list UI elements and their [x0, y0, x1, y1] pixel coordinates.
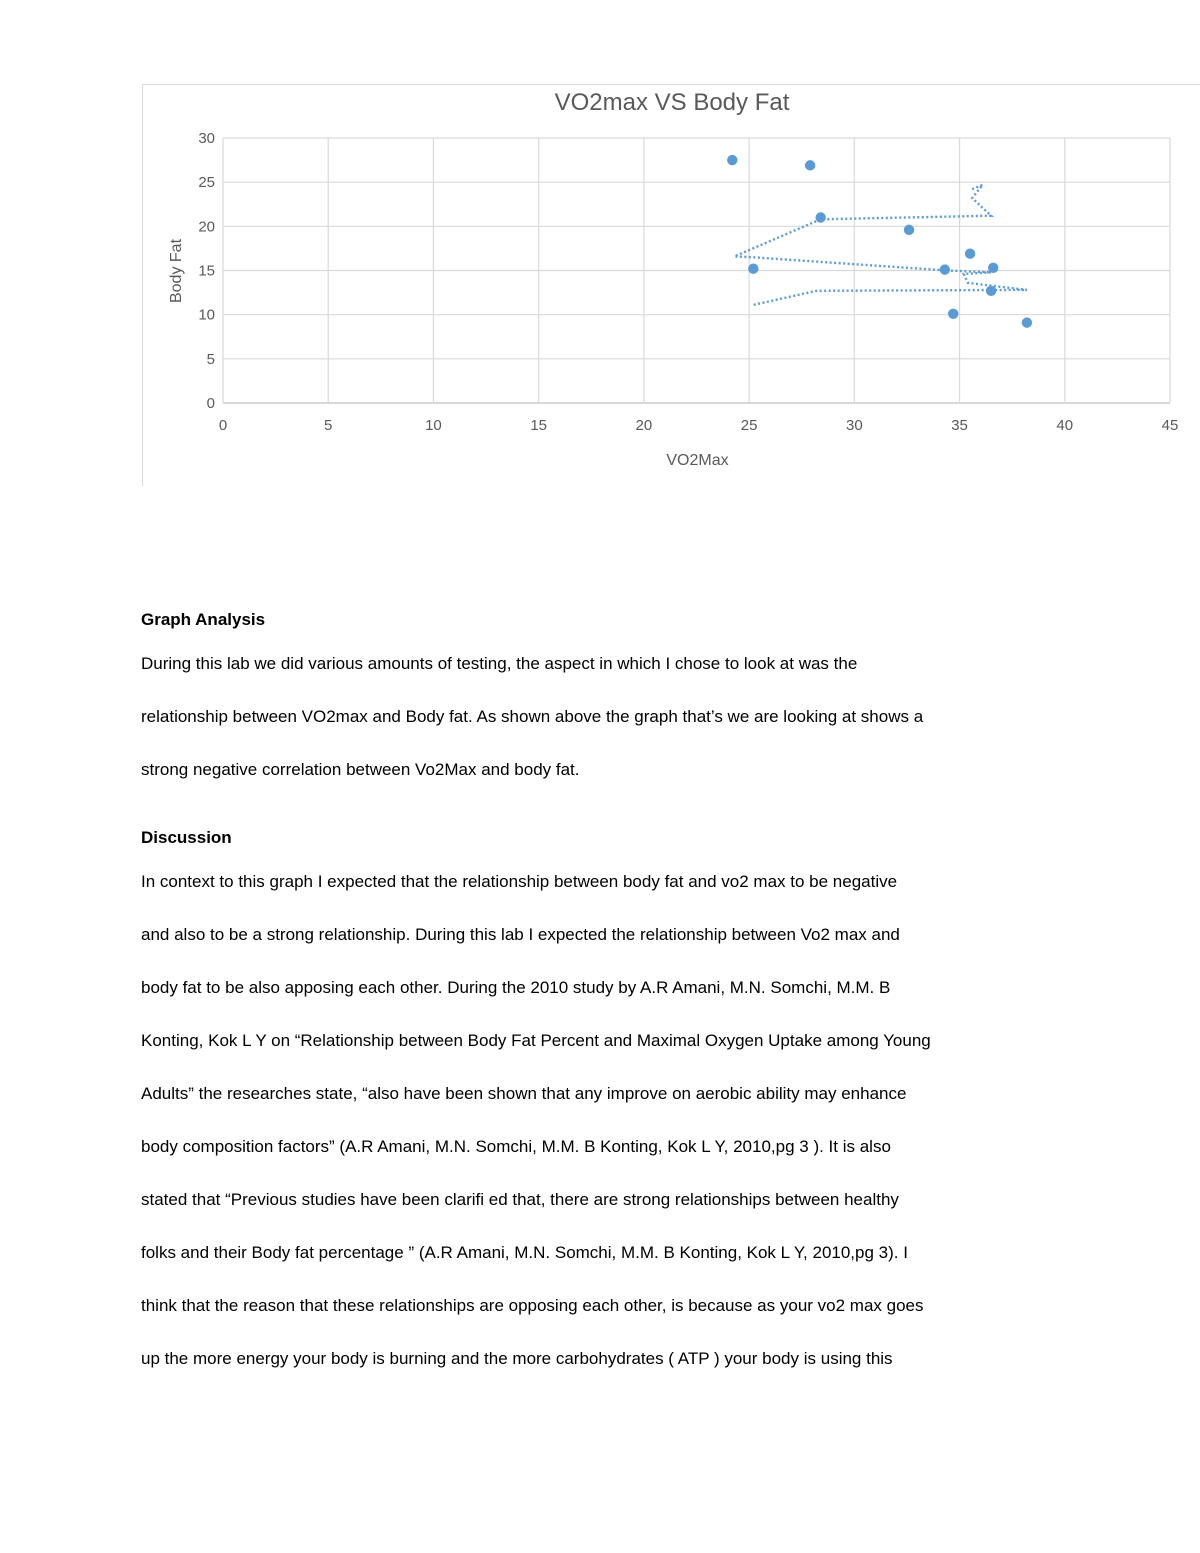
discussion-line: body composition factors” (A.R Amani, M.N. Somchi, M.M. B Konting, Kok L Y, 2010,pg 3 ). It is also	[141, 1137, 891, 1156]
y-tick-label: 0	[206, 395, 215, 412]
discussion-line: stated that “Previous studies have been clarifi ed that, there are strong relationships between healthy	[141, 1190, 899, 1209]
y-tick-label: 30	[198, 130, 215, 147]
x-tick-label: 35	[951, 417, 968, 434]
x-tick-label: 40	[1056, 417, 1074, 434]
analysis-heading: Graph Analysis	[141, 610, 266, 629]
data-point	[965, 249, 975, 259]
data-point	[815, 212, 825, 222]
x-tick-label: 0	[218, 417, 228, 434]
discussion-line: think that the reason that these relationships are opposing each other, is because as your vo2 max goes	[141, 1296, 924, 1315]
discussion-heading: Discussion	[141, 828, 232, 847]
discussion-line: body fat to be also apposing each other. During the 2010 study by A.R Amani, M.N. Somchi, M.M. B	[141, 978, 891, 997]
analysis-line: strong negative correlation between Vo2Max and body fat.	[141, 760, 580, 779]
y-tick-label: 5	[206, 350, 215, 368]
discussion-line: folks and their Body fat percentage ” (A.R Amani, M.N. Somchi, M.M. B Konting, Kok L Y, 2010,pg 3). I	[141, 1243, 908, 1262]
data-point	[1022, 317, 1032, 327]
x-tick-label: 25	[740, 417, 758, 434]
scatter-chart	[0, 0, 1200, 500]
data-point	[940, 264, 950, 274]
y-tick-label: 20	[198, 218, 215, 236]
y-tick-label: 10	[198, 306, 215, 324]
x-tick-label: 10	[425, 417, 442, 434]
y-tick-label: 15	[198, 262, 215, 280]
trendline	[734, 185, 1027, 305]
analysis-line: During this lab we did various amounts of testing, the aspect in which I chose to look at was the	[141, 654, 858, 673]
x-tick-label: 5	[324, 417, 333, 434]
y-axis-label: Body Fat	[168, 238, 185, 304]
x-tick-label: 20	[635, 417, 653, 434]
x-axis-label: VO2Max	[666, 452, 729, 469]
data-point	[805, 160, 815, 170]
data-point	[948, 309, 958, 319]
discussion-line: up the more energy your body is burning and the more carbohydrates ( ATP ) your body is using this	[141, 1349, 893, 1368]
data-point	[986, 286, 996, 296]
x-tick-label: 15	[530, 417, 548, 434]
x-tick-label: 45	[1161, 417, 1179, 434]
chart-title: VO2max VS Body Fat	[554, 89, 790, 116]
data-point	[727, 155, 737, 165]
discussion-line: and also to be a strong relationship. During this lab I expected the relationship between Vo2 max and	[141, 925, 900, 944]
document-body	[141, 606, 1061, 1373]
analysis-line: relationship between VO2max and Body fat. As shown above the graph that’s we are looking at shows a	[141, 707, 924, 726]
y-tick-label: 25	[198, 174, 215, 192]
discussion-line: Konting, Kok L Y on “Relationship between Body Fat Percent and Maximal Oxygen Uptake among Young	[141, 1031, 931, 1050]
data-point	[904, 225, 914, 235]
discussion-line: In context to this graph I expected that the relationship between body fat and vo2 max to be negative	[141, 872, 898, 891]
discussion-line: Adults” the researches state, “also have been shown that any improve on aerobic ability may enhance	[141, 1084, 907, 1103]
data-point	[988, 263, 998, 273]
data-point	[748, 264, 758, 274]
x-tick-label: 30	[845, 417, 863, 434]
